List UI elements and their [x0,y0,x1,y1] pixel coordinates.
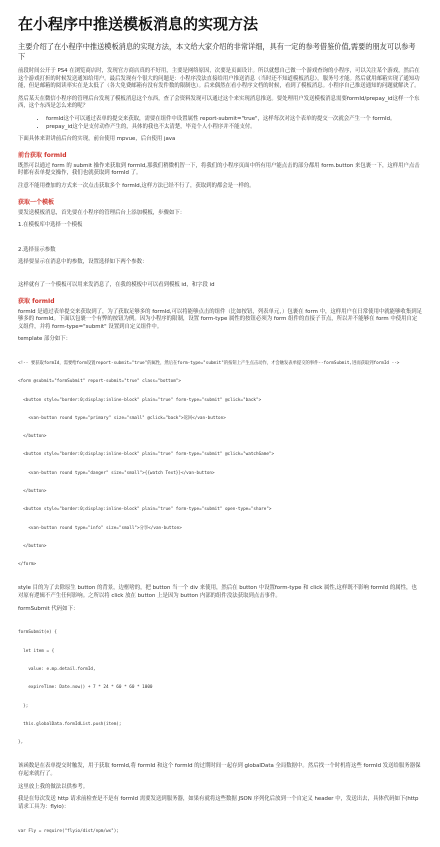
bullet-list [18,116,422,131]
paragraph-style-explain: style 目的为了去除原生 button 的背景，边框啥的，把 button 当一个 div 来使用，然后在 button 中设置form-type 和 click 属性,这样既不影响 formId 的属性，也对原有逻辑不产生任何影响。之所以将 click 放在 button 上是因为 button 内部的组件没法获取到点击事件。 [18,585,417,600]
code-line: </button> [18,489,47,495]
heading-front-formid: 前台获取 formId [18,151,67,159]
code-line: </button> [18,434,47,440]
code-line: <button style="border:0;display:inline-block" plain="true" form-type="submit" @click="back"> [18,397,262,403]
bullet-formid: • formId这个可以通过表单的提交来获取，需要在组件中设置属性 report-submit="true"，这样每次对这个表单的提交一次就会产生一个 formId。 [46,116,422,124]
paragraph-stack: 下面具体来讲讲前后台的实现，前台使用 mpvue，后台使用 java [18,136,176,143]
code-formsubmit [18,618,422,758]
code-line: <button style="border:0;display:inline-block" plain="true" form-type="submit" open-type="share"> [18,507,272,513]
code-line: this.globalData.formIdList.push(item); [18,721,122,727]
paragraph-reference: 这里放上我的做法以供参考。 [18,783,89,790]
paragraph-form-wrap: 既然可以通过 form 的 submit 操作来获取到 formId,那我们稍微机智一下，将我们的小程序页面中所有用户能点击的部分都用 form.button 来包裹一下，这样用户点击时都有表单提交操作，我们也就获取到 formId 了。 [18,162,420,177]
code-line: <van-button round type="info" size="small">分享</van-button> [18,525,182,531]
paragraph-select-params: 选择要显示在消息中的参数，设置选择如下两个参数： [18,259,148,266]
code-line: formSubmit(e) { [18,630,57,636]
code-line: <van-button round type="danger" size="small">{{watch Text}}</van-button> [18,470,215,476]
code-line: value: e.mp.detail.formId, [18,666,96,672]
paragraph-formsubmit-explain: 该函数是在表单提交时触发，用于获取 formId,将 formId 和这个 formId 的过期时间一起存到 globalData 全局数据中。然后找一个时机将这些 formId 发送给服务器保存起来就行了。 [18,763,421,777]
step-2: 2.选择显示参数 [18,246,56,253]
code-line: expireTime: Date.now() + 7 * 24 * 60 * 60 * 1000 [18,685,153,691]
code-line: </button> [18,543,47,549]
heading-get-template: 获取一个模板 [18,198,55,206]
paragraph-template-discovery: 然后某天在微信小程序的管理后台发现了模板消息这个东西，查了会资料发现可以通过这个来实现消息推送。要处理用户发送模板消息需要formId/prepay_id这样一个东西，这个东西是怎么来的呢？ [18,95,420,110]
code-line: let item = { [18,648,55,654]
code-line: }, [18,740,24,746]
code-template [18,349,422,581]
step-1: 1.在模板库中选择一个模板 [18,222,83,229]
paragraph-formsubmit-intro: formSubmit 代码如下： [18,605,79,612]
paragraph-template-part: template 部分如下： [18,336,72,343]
paragraph-formid-explain: formId 是通过表单提交来获取到了，为了获取足够多的 formId,可以将能够点击的组件（比如按钮，列表单元，）包裹在 form 中，这样用户在日常使用中就能够收集到足够多的 formId。下面以包裹一个有弊的按钮为例。因为小程序的限制，设置 form-type 属性的按钮必须为 form 组件的直接子节点，所以并不能够在 form 中使用自定义组件，并将 form-type="submit" 设置到自定义组件中。 [18,308,422,330]
article-intro: 主要介绍了在小程序中推送模板消息的实现方法，本文给大家介绍的非常详细，具有一定的参考借鉴价值,需要的朋友可以参考下 [18,42,416,61]
bullet-prepay-id: • prepay_id这个是支付动作产生的，具体的我也不太清楚，毕竟个人小程序并不能支付。 [46,124,422,132]
code-line: <button style="border:0;display:inline-block" plain="true" form-type="submit" @click="watchGame"> [18,452,275,458]
heading-get-formid: 获取 formId [18,297,55,305]
image-placeholder-2 [18,272,422,282]
paragraph-http-header: 我是在每次发送 http 请求前检查是不是有 formId 需要发送到服务器，如果有就将这些数据 JSON 序列化后放到一个自定义 header 中，发送出去，具体代码如下(http 请求工具为：flyio)： [18,796,419,810]
paragraph-background: 前段时间公开于 PS4 在浏览商店时，发现官方商店真的不好用，主要是网络原因，次要是页面设计。所以就想自己做一个游戏查询的小程序，可以关注某个游戏，然后在这个游戏打折的时候发送通知给用户。最后发现有个很大的问题是：小程序没法直接给用户推送消息（当时还不知道模板消息），服务号才能。然后就用邮箱实现了通知功能，但是邮箱的阅读率实在是太低了（各大免费邮箱有没有发件数的限制也）。后来偶然在看小程序文档的时候，看到了模板消息。小程序自己推送通知的问题就解决了。 [18,68,420,90]
code-line: </form> [18,562,37,568]
image-placeholder-1 [18,235,422,247]
code-line: var Fly = require("flyio/dist/npm/wx"); [18,828,119,834]
code-line: <!-- 要获取formId，需要给form设置report-submit="true"的属性，然后在form-type="submit"的按钮上产生点击动作，才会触发表单提交的事件--formSubmit,进而获取到formId --> [18,361,400,367]
paragraph-warning: 注意不能用叠加的方式来一次点击获取多个 formId,这样方法已经不行了，获取到的都会是一样的。 [18,182,255,189]
code-flyio [18,816,422,846]
article-title: 在小程序中推送模板消息的实现方法 [18,15,259,33]
code-line: }; [18,703,29,709]
code-line: <van-button round type="primary" size="small" @click="back">返回</van-button> [18,415,226,421]
paragraph-add-template: 要发送模板消息，首先要在小程序的管理后台上添加模板，步骤如下： [18,209,186,216]
paragraph-template-ready: 这样就有了一个模板可以用来发消息了，在我的模板中可以看到模板 id，和字段 id [18,281,215,288]
code-line: <form @submit="formSubmit" report-submit="true" class="bottom"> [18,379,181,385]
